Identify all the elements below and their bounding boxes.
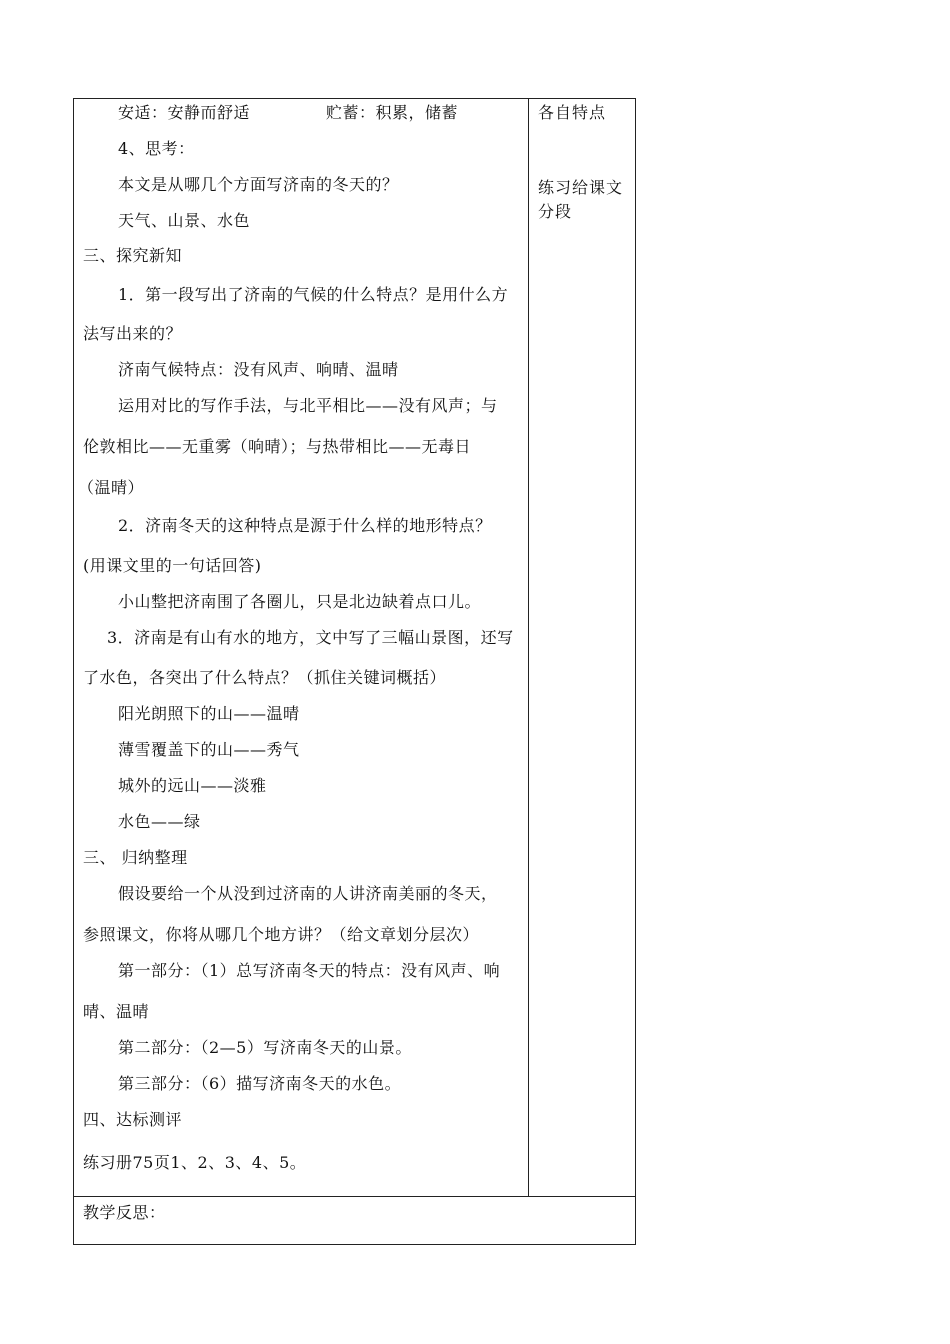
climate-features: 济南气候特点：没有风声、响晴、温晴 bbox=[118, 360, 399, 379]
summary-line-2: 参照课文，你将从哪几个地方讲？（给文章划分层次） bbox=[83, 925, 480, 944]
question-text: 本文是从哪几个方面写济南的冬天的？ bbox=[118, 175, 399, 194]
question-3-line-1: 3．济南是有山有水的地方，文中写了三幅山景图，还写 bbox=[107, 628, 514, 647]
terrain-answer: 小山整把济南围了各圈儿，只是北边缺着点口儿。 bbox=[118, 592, 482, 611]
vocab-line bbox=[118, 103, 458, 123]
section-heading-summary: 三、 归纳整理 bbox=[83, 848, 188, 867]
column-divider bbox=[528, 99, 529, 1196]
scene-snow-mountain: 薄雪覆盖下的山——秀气 bbox=[118, 740, 300, 759]
question-1-line-1: 1．第一段写出了济南的气候的什么特点？是用什么方 bbox=[118, 285, 509, 304]
scene-water: 水色——绿 bbox=[118, 812, 201, 831]
question-1-line-2: 法写出来的？ bbox=[83, 324, 183, 343]
row-divider bbox=[74, 1196, 635, 1197]
part-3: 第三部分：（6）描写济南冬天的水色。 bbox=[118, 1074, 402, 1093]
part-1-line-1: 第一部分：（1）总写济南冬天的特点：没有风声、响 bbox=[118, 961, 501, 980]
question-2-line-2: (用课文里的一句话回答) bbox=[83, 556, 262, 575]
reflection-label: 教学反思： bbox=[83, 1203, 166, 1222]
scene-sunlit-mountain: 阳光朗照下的山——温晴 bbox=[118, 704, 300, 723]
think-heading: 4、思考： bbox=[118, 139, 195, 158]
vocab-zhuxu: 贮蓄：积累，储蓄 bbox=[326, 103, 459, 122]
scene-distant-mountain: 城外的远山——淡雅 bbox=[118, 776, 267, 795]
side-note-features: 各自特点 bbox=[538, 103, 607, 122]
section-heading-explore: 三、探究新知 bbox=[83, 246, 183, 265]
side-note-paragraphing: 练习给课文分段 bbox=[538, 178, 624, 221]
answer-text: 天气、山景、水色 bbox=[118, 211, 251, 230]
part-2: 第二部分：（2—5）写济南冬天的山景。 bbox=[118, 1038, 412, 1057]
workbook-exercise: 练习册75页1、2、3、4、5。 bbox=[83, 1153, 307, 1172]
section-heading-assessment: 四、达标测评 bbox=[83, 1110, 183, 1129]
question-3-line-2: 了水色，各突出了什么特点？（抓住关键词概括） bbox=[83, 668, 447, 687]
contrast-line-1: 运用对比的写作手法，与北平相比——没有风声；与 bbox=[118, 396, 498, 415]
vocab-anshi: 安适：安静而舒适 bbox=[118, 103, 251, 122]
contrast-line-2: 伦敦相比——无重雾（响晴）；与热带相比——无毒日 bbox=[83, 437, 472, 456]
question-2-line-1: 2．济南冬天的这种特点是源于什么样的地形特点？ bbox=[118, 516, 492, 535]
part-1-line-2: 晴、温晴 bbox=[83, 1002, 150, 1021]
summary-line-1: 假设要给一个从没到过济南的人讲济南美丽的冬天， bbox=[118, 884, 498, 903]
lesson-table bbox=[73, 98, 636, 1245]
contrast-line-3: （温晴） bbox=[78, 478, 145, 497]
